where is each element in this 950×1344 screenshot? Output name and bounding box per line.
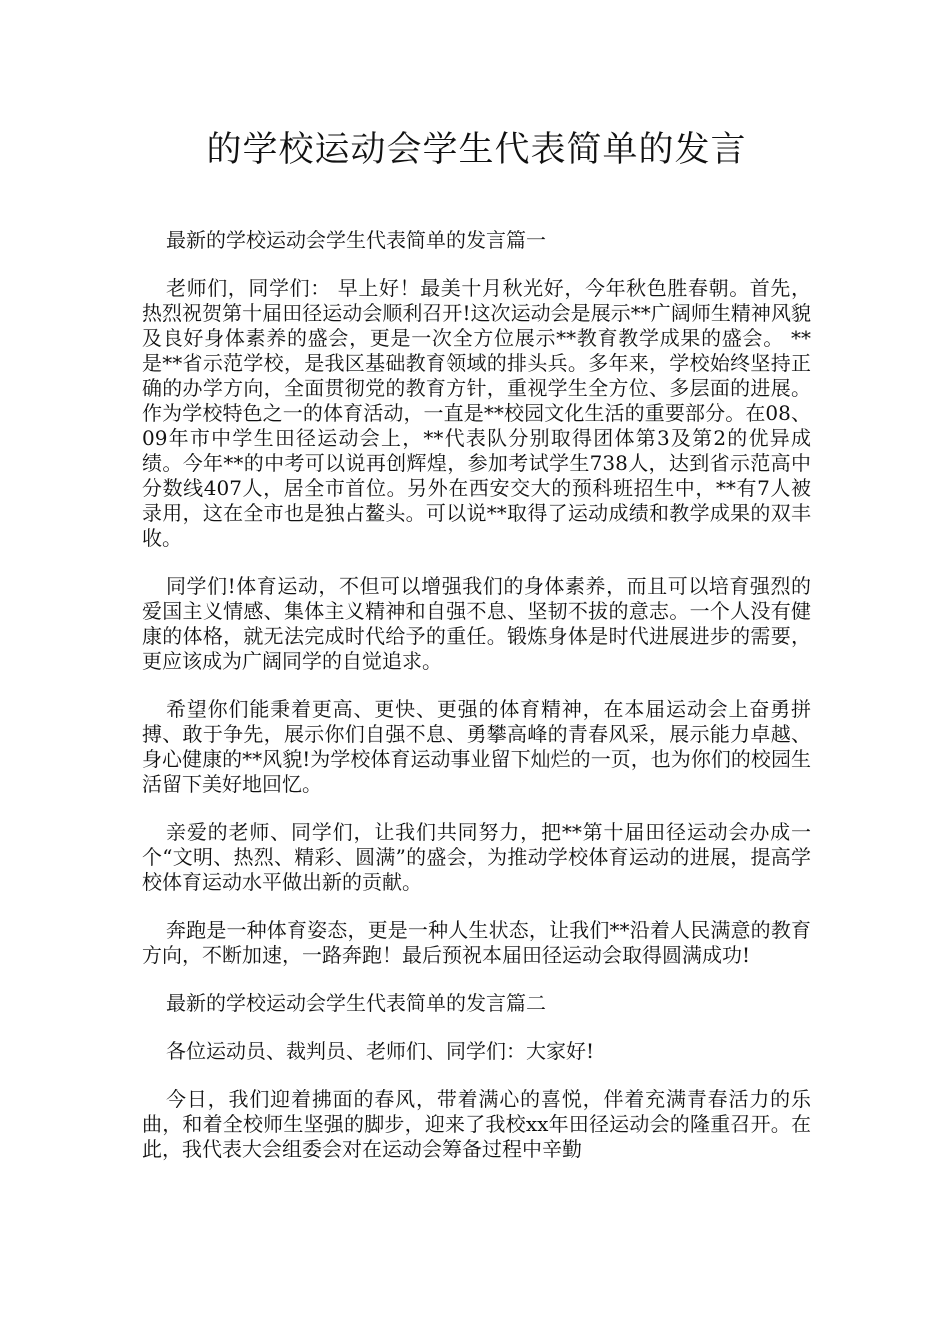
paragraph: 亲爱的老师、同学们，让我们共同努力，把**第十届田径运动会办成一个“文明、热烈、精彩、圆满”的盛会，为推动学校体育运动的进展，提高学校体育运动水平做出新的贡献。 (142, 820, 811, 894)
paragraph: 老师们，同学们： 早上好！最美十月秋光好，今年秋色胜春朝。首先，热烈祝贺第十届田径运动会顺利召开!这次运动会是展示**广阔师生精神风貌及良好身体素养的盛会，更是一次全方位展示**教育教学成果的盛会。 ** 是**省示范学校，是我区基础教育领域的排头兵。多年来，学校始终坚持正确的办学方向，全面贯彻党的教育方针，重视学生全方位、多层面的进展。作为学校特色之一的体育活动，一直是**校园文化生活的重要部分。在08、09年市中学生田径运动会上，**代表队分别取得团体第3及第2的优异成绩。今年**的中考可以说再创辉煌，参加考试学生738人，达到省示范高中分数线407人，居全市首位。另外在西安交大的预科班招生中，**有7人被录用，这在全市也是独占鳌头。可以说**取得了运动成绩和教学成果的双丰收。 (142, 276, 811, 550)
section-heading-2: 最新的学校运动会学生代表简单的发言篇二 (166, 991, 546, 1015)
paragraph: 奔跑是一种体育姿态，更是一种人生状态，让我们**沿着人民满意的教育方向，不断加速，一路奔跑！最后预祝本届田径运动会取得圆满成功! (142, 918, 811, 967)
document-title: 的学校运动会学生代表简单的发言 (206, 130, 747, 170)
paragraph: 希望你们能秉着更高、更快、更强的体育精神，在本届运动会上奋勇拼搏、敢于争先，展示你们自强不息、勇攀高峰的青春风采，展示能力卓越、身心健康的**风貌!为学校体育运动事业留下灿烂的一页，也为你们的校园生活留下美好地回忆。 (142, 697, 811, 796)
section-heading-1: 最新的学校运动会学生代表简单的发言篇一 (166, 228, 546, 252)
greeting-line: 各位运动员、裁判员、老师们、同学们：大家好! (166, 1039, 595, 1063)
paragraph: 今日，我们迎着拂面的春风，带着满心的喜悦，伴着充满青春活力的乐曲，和着全校师生坚强的脚步，迎来了我校xx年田径运动会的隆重召开。在此，我代表大会组委会对在运动会筹备过程中辛勤 (142, 1087, 811, 1161)
paragraph: 同学们!体育运动，不但可以增强我们的身体素养，而且可以培育强烈的爱国主义情感、集体主义精神和自强不息、坚韧不拔的意志。一个人没有健康的体格，就无法完成时代给予的重任。锻炼身体是时代进展进步的需要，更应该成为广阔同学的自觉追求。 (142, 574, 811, 673)
